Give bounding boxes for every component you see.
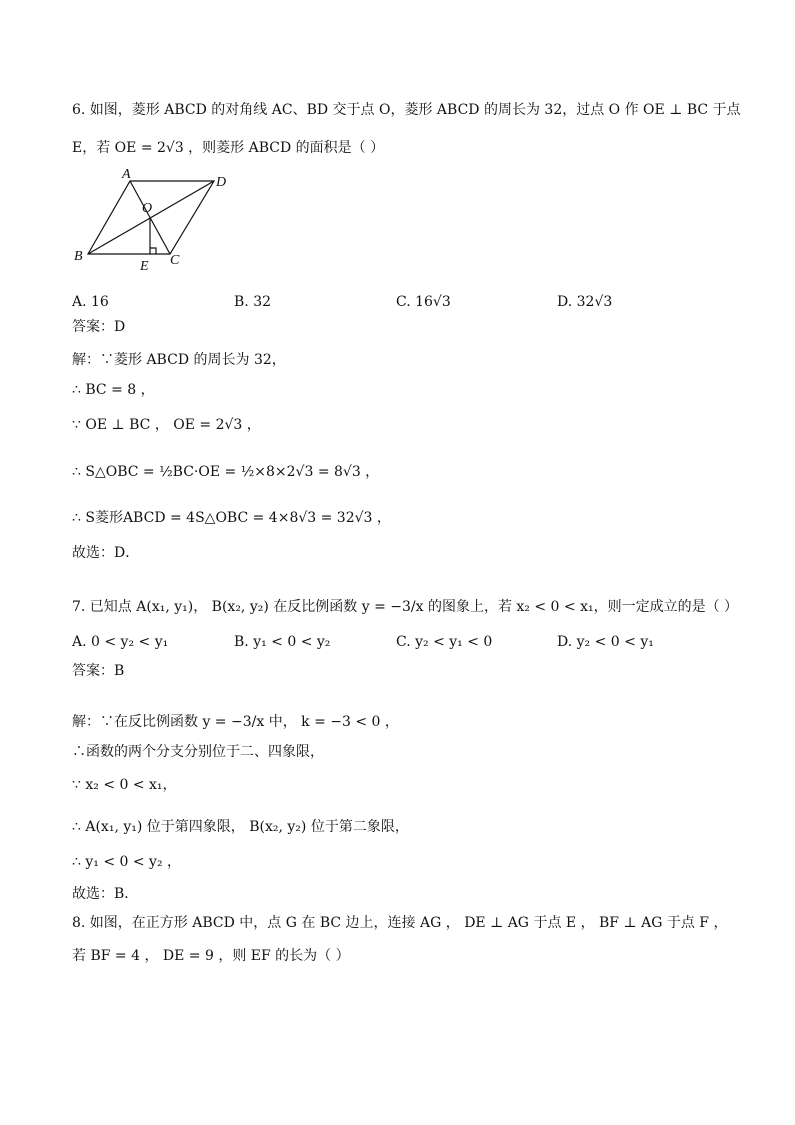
q6-answer: 答案：D [72, 319, 126, 335]
q6-option-c: C. 16√3 [396, 294, 451, 310]
q7-solution-line2: ∴函数的两个分支分别位于二、四象限， [72, 744, 324, 760]
q6-option-b: B. 32 [234, 294, 272, 310]
rhombus-figure [72, 164, 232, 276]
q7-option-b: B. y₁ < 0 < y₂ [234, 634, 331, 650]
label-c: C [170, 253, 180, 268]
q8-stem-line1: 8. 如图，在正方形 ABCD 中，点 G 在 BC 边上，连接 AG ， DE ⊥ AG 于点 E ， BF ⊥ AG 于点 F ， [72, 915, 728, 931]
q6-option-a: A. 16 [72, 294, 109, 310]
rhombus-diagram [72, 164, 232, 276]
q6-stem-line2: E，若 OE = 2√3 ，则菱形 ABCD 的面积是（ ） [72, 140, 385, 156]
q6-stem-line1: 6. 如图，菱形 ABCD 的对角线 AC、BD 交于点 O，菱形 ABCD 的周长为 32，过点 O 作 OE ⊥ BC 于点 [72, 102, 741, 118]
q6-solution-line2: ∴ BC = 8 ， [72, 382, 155, 398]
q7-option-d: D. y₂ < 0 < y₁ [557, 634, 654, 650]
label-o: O [142, 201, 153, 216]
q8-stem-line2: 若 BF = 4 ， DE = 9 ，则 EF 的长为（ ） [72, 948, 350, 964]
label-a: A [122, 167, 131, 182]
q7-solution-line4: ∴ A(x₁, y₁) 位于第四象限， B(x₂, y₂) 位于第二象限， [72, 819, 409, 835]
q7-solution-line6: 故选：B． [72, 886, 139, 902]
label-d: D [216, 175, 227, 190]
q7-option-c: C. y₂ < y₁ < 0 [396, 634, 493, 650]
label-e: E [140, 259, 149, 274]
q6-solution-line5: ∴ S菱形ABCD = 4S△OBC = 4×8√3 = 32√3 ， [72, 510, 391, 526]
q6-solution-line4: ∴ S△OBC = ½BC·OE = ½×8×2√3 = 8√3 ， [72, 464, 380, 480]
label-b: B [74, 249, 83, 264]
q6-solution-line1: 解：∵菱形 ABCD 的周长为 32， [72, 352, 286, 368]
q6-option-d: D. 32√3 [557, 294, 613, 310]
q7-option-a: A. 0 < y₂ < y₁ [72, 634, 169, 650]
right-angle-mark [150, 248, 156, 254]
diagonal-bd [88, 181, 214, 254]
q6-solution-line6: 故选：D． [72, 545, 140, 561]
q7-solution-line3: ∵ x₂ < 0 < x₁， [72, 777, 177, 793]
q7-answer: 答案：B [72, 663, 125, 679]
q7-stem: 7. 已知点 A(x₁, y₁)， B(x₂, y₂) 在反比例函数 y = −3/x 的图象上，若 x₂ < 0 < x₁，则一定成立的是（ ） [72, 599, 739, 615]
q7-solution-line1: 解：∵在反比例函数 y = −3/x 中， k = −3 < 0 ， [72, 714, 399, 730]
q7-solution-line5: ∴ y₁ < 0 < y₂ ， [72, 854, 182, 870]
q6-solution-line3: ∵ OE ⊥ BC ， OE = 2√3 ， [72, 417, 261, 433]
